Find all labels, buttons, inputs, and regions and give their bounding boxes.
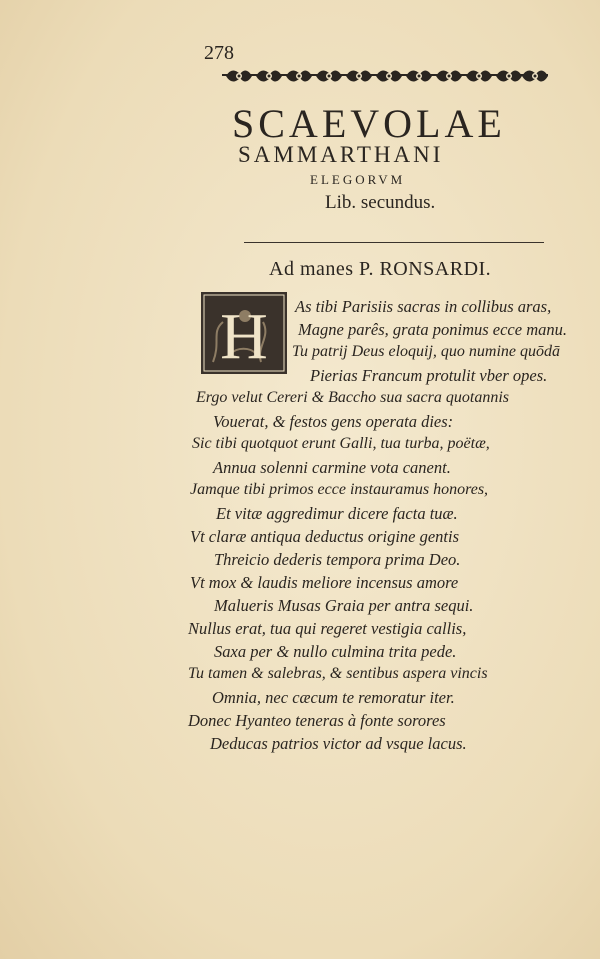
poem-line: Malueris Musas Graia per antra sequi. [214,596,474,615]
divider-rule [244,242,544,243]
poem-line: Vt mox & laudis meliore incensus amore [190,573,459,592]
poem-line: As tibi Parisiis sacras in collibus aras, [295,297,552,316]
poem-line: Jamque tibi primos ecce instauramus honores, [190,481,489,498]
poem-line: Pierias Francum protulit vber opes. [310,366,548,385]
poem-line: Vt claræ antiqua deductus origine gentis [190,527,460,546]
fleuron-band-icon [222,66,548,86]
poem-line: Vouerat, & festos gens operata dies: [213,412,454,431]
poem-line: Nullus erat, tua qui regeret vestigia callis, [188,619,467,638]
poem-line: Tu patrij Deus eloquij, quo numine quōdā [292,343,560,360]
drop-cap-letter: H [220,300,268,373]
poem-line: Tu tamen & salebras, & sentibus aspera vincis [188,665,488,682]
show-through [292,48,296,68]
title-name: SAMMARTHANI [238,142,444,167]
title-author: SCAEVOLAE [232,101,506,146]
poem-line: Sic tibi quotquot erunt Galli, tua turba, poëtæ, [192,435,490,452]
poem-line: Et vitæ aggredimur dicere facta tuæ. [216,504,458,523]
title-work: ELEGORVM [310,172,406,187]
poem-line: Ergo velut Cereri & Baccho sua sacra quotannis [196,389,509,406]
poem-line: Threicio dederis tempora prima Deo. [214,550,461,569]
poem-line: Deducas patrios victor ad vsque lacus. [210,734,467,753]
poem-heading: Ad manes P. RONSARDI. [269,258,492,280]
page-number: 278 [204,42,234,64]
poem-line: Magne parês, grata ponimus ecce manu. [298,320,567,339]
title-book: Lib. secundus. [325,192,436,213]
poem-line: Annua solenni carmine vota canent. [213,458,451,477]
poem-line: Donec Hyanteo teneras à fonte sorores [188,711,446,730]
poem-line: Omnia, nec cæcum te remoratur iter. [212,688,455,707]
poem-line: Saxa per & nullo culmina trita pede. [214,642,457,661]
decorated-initial [201,292,287,374]
